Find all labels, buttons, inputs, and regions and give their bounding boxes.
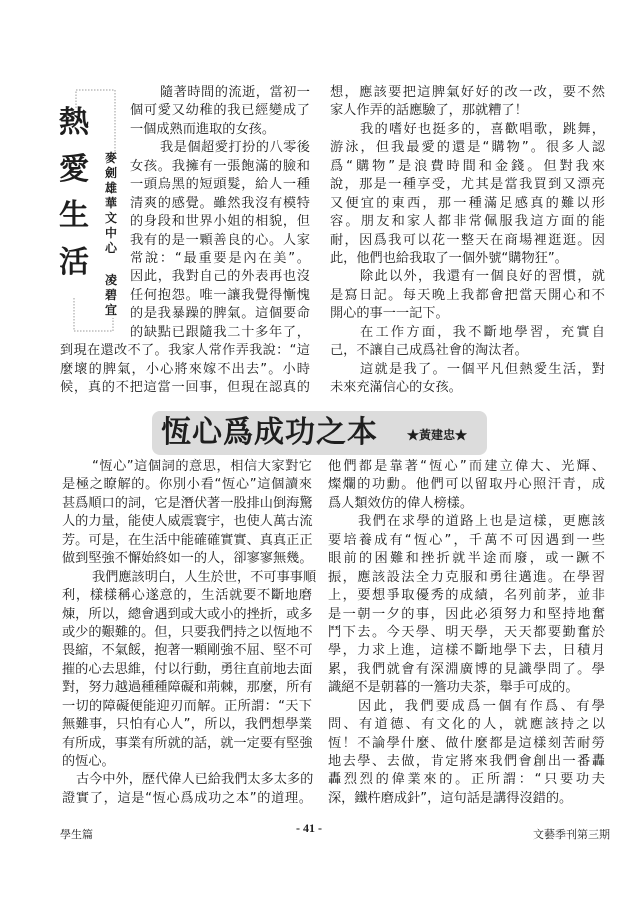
text-line: 做到堅強不懈始終如一的人，卻寥寥無幾。: [62, 551, 313, 567]
text-line: 常說：“最重要是內在美”。: [130, 250, 310, 266]
text-line: 一個成熟而進取的女孩。: [130, 121, 276, 137]
text-line: 我是個超愛打扮的八零後: [160, 140, 310, 156]
text-line: 又便宜的東西，那一種滿足感真的難以形: [330, 195, 605, 211]
article1-column-left: [60, 84, 310, 397]
text-line: 除此以外，我還有一個良好的習慣，就: [360, 269, 605, 285]
text-line: 說，那是一種享受，尤其是當我買到又漂亮: [330, 177, 605, 193]
article1-column-right: [330, 84, 605, 397]
text-line: 利，樣樣稱心遂意的，生活就要不斷地磨: [62, 588, 312, 604]
article2-column-right: [328, 458, 605, 808]
text-line: 的恆心。: [62, 754, 115, 769]
text-line: 地去學、去做，肯定將來我們會創出一番轟: [328, 754, 605, 769]
text-line: 一頭烏黑的短頭髮，給人一種: [130, 177, 310, 193]
text-line: 清爽的感覺。雖然我沒有模特: [130, 195, 310, 211]
author-org-char: 劍: [104, 166, 117, 180]
text-line: 人的力量，能使人威震寰宇，也使人萬古流: [62, 514, 313, 530]
text-line: 一切的障礙便能迎刃而解。正所謂：“天下: [62, 698, 312, 714]
text-line: 因此，我對自己的外表再也沒: [130, 269, 310, 285]
text-line: 是寫日記。每天晚上我都會把當天開心和不: [330, 287, 605, 303]
text-line: 是一朝一夕的事，因此必須努力和堅持地奮: [328, 606, 605, 622]
author-org-char: 雄: [104, 181, 117, 195]
text-line: 隨著時間的流逝，當初一: [160, 85, 310, 100]
text-line: 摧的心去思維，付以行動，勇往直前地去面: [62, 661, 313, 677]
text-line: 有所成，事業有所就的話，就一定要有堅強: [62, 735, 313, 751]
text-line: 是極之瞭解的。你別小看“恆心”這個讀來: [62, 477, 312, 493]
text-line: 累，我們就會有深淵廣博的見識學問了。學: [328, 661, 605, 677]
author-org-char: 中: [104, 226, 117, 240]
text-line: 證實了，這是“恆心爲成功之本”的道理。: [62, 790, 312, 806]
text-line: 我們在求學的道路上也是這樣，更應該: [358, 514, 605, 530]
title-char: 生: [59, 198, 89, 233]
text-line: 古今中外，歷代偉人已給我們太多太多的: [76, 772, 314, 788]
text-line: 轟烈烈的偉業來的。正所謂：“只要功夫: [328, 772, 605, 788]
text-line: 的是我暴躁的脾氣。這個要命: [130, 306, 310, 322]
author-org-char: 心: [104, 241, 117, 255]
text-line: 我們應該明白，人生於世，不可事事順: [92, 569, 317, 585]
text-line: 想，應該要把這脾氣好好的改一改，要不然: [330, 85, 605, 100]
text-line: 振，應該設法全力克服和勇往邁進。在學習: [328, 569, 605, 585]
text-line: 或少的艱難的。但，只要我們持之以恆地不: [62, 624, 313, 640]
text-line: 容。朋友和家人都非常佩服我這方面的能: [330, 214, 605, 230]
text-line: 的身段和世界小姐的相貌，但: [130, 214, 310, 230]
text-line: 女孩。我擁有一張飽滿的臉和: [130, 158, 310, 174]
text-line: 此，他們也給我取了一個外號“購物狂”。: [330, 250, 568, 266]
text-line: 個可愛又幼稚的我已經變成了: [130, 103, 310, 119]
author-org-char: 文: [104, 211, 117, 225]
text-line: 開心的事一一記下。: [330, 306, 449, 322]
text-line: 爲人類效仿的偉人榜樣。: [328, 495, 474, 511]
text-line: 麼壞的脾氣，小心將來嫁不出去”。小時: [60, 361, 310, 377]
text-line: 我的嗜好也挺多的，喜歡唱歌，跳舞，: [360, 121, 605, 137]
text-line: 鬥下去。今天學、明天學，天天都要勤奮於: [328, 624, 605, 640]
text-line: 候，真的不把這當一回事，但現在認真的: [60, 380, 310, 395]
text-line: 對，努力越過種種障礙和荊棘，那麼，所有: [62, 680, 313, 696]
author-org-char: 華: [104, 196, 117, 210]
author-name-char: 碧: [104, 288, 117, 302]
text-line: 未來充滿信心的女孩。: [330, 380, 462, 395]
text-line: 甚爲順口的詞，它是潛伏著一股排山倒海驚: [62, 495, 313, 511]
text-line: 要培養成有“恆心”，千萬不可因遇到一些: [328, 532, 605, 548]
title-char: 熱: [59, 105, 89, 140]
author-org-char: 麥: [104, 151, 117, 165]
text-line: 恆！不論學什麼、做什麼都是這樣刻苦耐勞: [328, 735, 605, 751]
article2-column-left: [62, 458, 317, 808]
text-line: 己，不讓自己成爲社會的淘汰者。: [330, 343, 528, 359]
text-line: 深，鐵杵磨成針”，這句話是講得沒錯的。: [328, 790, 573, 806]
text-line: 無難事，只怕有心人”，所以，我們想學業: [62, 717, 312, 733]
text-line: 問、有道德、有文化的人，就應該持之以: [328, 717, 605, 733]
text-line: 的缺點已跟隨我二十多年了，: [130, 324, 310, 340]
title-char: 活: [59, 245, 89, 280]
text-line: “恆心”這個詞的意思，相信大家對它: [92, 459, 312, 474]
text-line: 芳。可是，在生活中能確確實實、真真正正: [62, 532, 313, 548]
text-line: 家人作弄的話應驗了，那就糟了！: [330, 103, 528, 119]
text-line: 游泳，但我最愛的還是“購物”。很多人認: [330, 140, 605, 156]
text-line: 學，力求上進，這樣不斷地學下去，日積月: [328, 643, 605, 659]
author-name-char: 凌: [104, 273, 117, 287]
text-line: 煉，所以，總會遇到或大或小的挫折，或多: [62, 606, 313, 622]
text-line: 畏縮，不氣餒，抱著一顆剛強不屈、堅不可: [62, 643, 313, 659]
text-line: 眼前的困難和挫折就半途而廢，或一蹶不: [328, 551, 605, 567]
footer-publication: 文藝季刊第三期: [533, 828, 610, 841]
footer-section: 學生篇: [60, 828, 93, 841]
text-line: 燦爛的功勳。他們可以留取丹心照汗青，成: [328, 477, 605, 493]
text-line: 上，要想爭取優秀的成績，名列前茅，並非: [328, 588, 605, 604]
text-line: 到現在還改不了。我家人常作弄我說：“這: [60, 343, 310, 359]
text-line: 在工作方面，我不斷地學習，充實自: [360, 324, 605, 340]
text-line: 我有的是一顆善良的心。人家: [130, 232, 310, 248]
text-line: 識絕不是朝暮的一簷功夫茶，舉手可成的。: [328, 680, 579, 696]
text-line: 這就是我了。一個平凡但熱愛生活，對: [360, 361, 605, 377]
page-number: - 41 -: [296, 821, 322, 835]
text-line: 任何抱怨。唯一讓我覺得慚愧: [130, 287, 310, 303]
text-line: 因此，我們要成爲一個有作爲、有學: [358, 698, 605, 714]
text-line: 他們都是靠著“恆心”而建立偉大、光輝、: [328, 459, 605, 474]
text-line: 爲“購物”是浪費時間和金錢。但對我來: [330, 158, 605, 174]
article2-author: ★黃建忠★: [407, 428, 468, 442]
article2-title-banner: [152, 411, 487, 455]
article2-title: 恆心爲成功之本: [161, 415, 378, 450]
author-name-char: 宜: [104, 303, 117, 317]
text-line: 耐，因爲我可以花一整天在商場裡逛逛。因: [330, 232, 605, 248]
title-char: 愛: [59, 152, 89, 187]
